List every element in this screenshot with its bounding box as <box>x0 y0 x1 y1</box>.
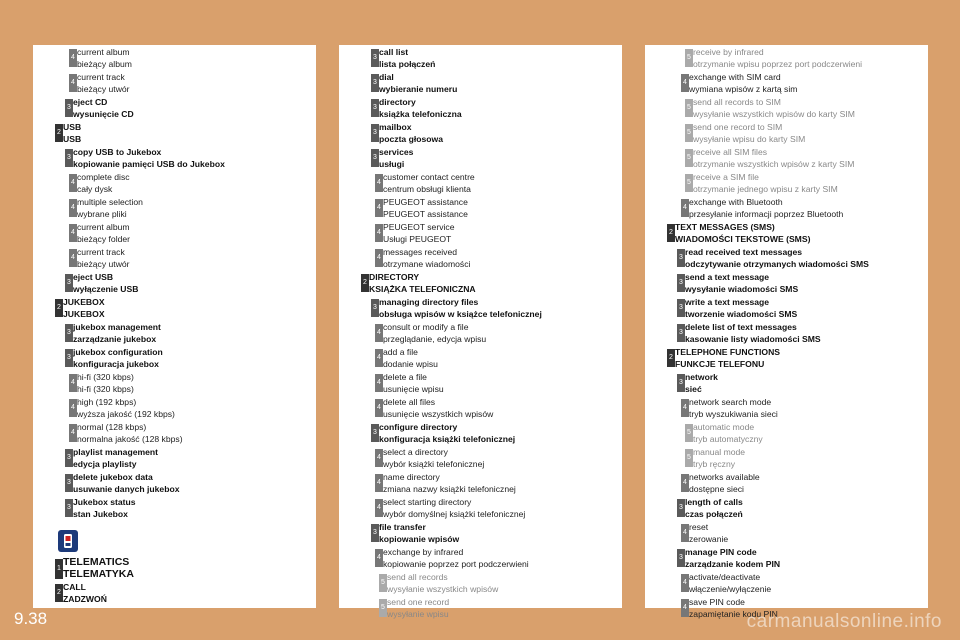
menu-item-level-4 <box>33 421 316 445</box>
menu-item-label-pl: kopiowanie poprzez port podczerwieni <box>383 559 529 569</box>
menu-item-label-pl: poczta głosowa <box>379 134 443 144</box>
menu-item-label-pl: wysyłanie wpisu <box>387 609 449 619</box>
menu-item-level-5 <box>339 596 622 620</box>
level-badge: 4 <box>681 574 689 592</box>
level-badge: 3 <box>371 524 379 542</box>
menu-item-level-2 <box>339 271 622 295</box>
menu-item-label-pl: wybór książki telefonicznej <box>383 459 485 469</box>
menu-item-level-4 <box>339 471 622 495</box>
level-badge: 4 <box>69 249 77 267</box>
menu-item-label-en: send all records <box>387 572 448 582</box>
menu-item-level-4 <box>33 221 316 245</box>
menu-item-label-pl: wymiana wpisów z kartą sim <box>689 84 798 94</box>
menu-item-label-en: PEUGEOT service <box>383 222 455 232</box>
menu-item-label-en: Jukebox status <box>73 497 136 507</box>
menu-item-level-3 <box>645 371 928 395</box>
menu-item-level-5 <box>645 96 928 120</box>
menu-item-label-pl: ZADZWOŃ <box>63 594 107 604</box>
menu-item-level-3 <box>645 321 928 345</box>
menu-item-label-pl: zerowanie <box>689 534 729 544</box>
level-badge: 3 <box>371 49 379 67</box>
menu-item-label-en: TEXT MESSAGES (SMS) <box>675 222 775 232</box>
level-badge: 5 <box>685 99 693 117</box>
menu-item-label-pl: bieżący album <box>77 59 132 69</box>
menu-item-label-en: network search mode <box>689 397 772 407</box>
menu-item-level-3 <box>33 321 316 345</box>
level-badge: 4 <box>375 324 383 342</box>
menu-item-label-pl: tryb automatyczny <box>693 434 763 444</box>
menu-item-label-pl: bieżący folder <box>77 234 131 244</box>
level-badge: 1 <box>55 559 63 579</box>
menu-item-label-pl: otrzymane wiadomości <box>383 259 471 269</box>
menu-item-label-en: network <box>685 372 718 382</box>
menu-item-label-en: automatic mode <box>693 422 755 432</box>
level-badge: 2 <box>55 299 63 317</box>
menu-item-label-en: manage PIN code <box>685 547 757 557</box>
menu-item-label-pl: bieżący utwór <box>77 84 130 94</box>
menu-item-level-2 <box>33 296 316 320</box>
level-badge: 3 <box>371 299 379 317</box>
menu-item-label-en: complete disc <box>77 172 130 182</box>
menu-item-level-3 <box>33 471 316 495</box>
menu-item-level-1 <box>33 556 316 580</box>
menu-item-label-en: multiple selection <box>77 197 143 207</box>
menu-item-level-3 <box>33 496 316 520</box>
menu-item-label-en: receive all SIM files <box>693 147 768 157</box>
menu-item-level-2 <box>645 221 928 245</box>
menu-item-level-3 <box>339 96 622 120</box>
menu-item-label-pl: włączenie/wyłączenie <box>689 584 772 594</box>
level-badge: 4 <box>681 474 689 492</box>
menu-item-level-4 <box>33 171 316 195</box>
level-badge: 4 <box>375 374 383 392</box>
menu-item-level-3 <box>33 346 316 370</box>
menu-item-label-en: playlist management <box>73 447 159 457</box>
menu-item-level-4 <box>339 371 622 395</box>
menu-item-level-4 <box>645 521 928 545</box>
menu-column-1 <box>33 45 316 608</box>
menu-item-label-en: customer contact centre <box>383 172 475 182</box>
menu-item-level-2 <box>33 581 316 605</box>
menu-item-label-pl: FUNKCJE TELEFONU <box>675 359 765 369</box>
level-badge: 3 <box>677 249 685 267</box>
menu-item-label-en: mailbox <box>379 122 412 132</box>
menu-item-label-pl: wybór domyślnej książki telefonicznej <box>383 509 526 519</box>
menu-item-level-5 <box>645 121 928 145</box>
menu-item-level-3 <box>645 271 928 295</box>
menu-item-label-en: services <box>379 147 414 157</box>
level-badge: 3 <box>65 99 73 117</box>
menu-item-level-4 <box>339 546 622 570</box>
menu-item-label-en: send a text message <box>685 272 770 282</box>
menu-item-label-en: delete a file <box>383 372 427 382</box>
menu-item-label-pl: przeglądanie, edycja wpisu <box>383 334 487 344</box>
menu-column-3 <box>645 45 928 619</box>
menu-item-level-3 <box>33 96 316 120</box>
menu-item-label-pl: wysyłanie wiadomości SMS <box>685 284 799 294</box>
menu-item-label-en: exchange with SIM card <box>689 72 781 82</box>
menu-item-label-en: hi-fi (320 kbps) <box>77 372 134 382</box>
level-badge: 3 <box>677 374 685 392</box>
level-badge: 4 <box>681 74 689 92</box>
level-badge: 5 <box>685 424 693 442</box>
menu-item-label-en: call list <box>379 47 409 57</box>
menu-item-label-en: send one record <box>387 597 450 607</box>
menu-item-label-pl: KSIĄŻKA TELEFONICZNA <box>369 284 476 294</box>
menu-item-label-pl: wybrane pliki <box>77 209 127 219</box>
level-badge: 3 <box>371 424 379 442</box>
menu-item-label-pl: tryb wyszukiwania sieci <box>689 409 778 419</box>
page-number: 9.38 <box>14 609 48 628</box>
telematics-phone-icon <box>58 530 78 552</box>
level-badge: 4 <box>375 474 383 492</box>
level-badge: 5 <box>685 124 693 142</box>
menu-item-label-en: PEUGEOT assistance <box>383 197 468 207</box>
level-badge: 4 <box>69 74 77 92</box>
menu-item-label-en: write a text message <box>685 297 770 307</box>
menu-item-level-3 <box>33 146 316 170</box>
menu-item-label-en: eject USB <box>73 272 114 282</box>
level-badge: 3 <box>65 499 73 517</box>
menu-item-label-en: USB <box>63 122 82 132</box>
level-badge: 4 <box>69 399 77 417</box>
menu-item-label-en: normal (128 kbps) <box>77 422 147 432</box>
level-badge: 4 <box>375 174 383 192</box>
menu-item-label-en: reset <box>689 522 709 532</box>
menu-item-label-en: exchange by infrared <box>383 547 464 557</box>
level-badge: 2 <box>361 274 369 292</box>
level-badge: 4 <box>375 549 383 567</box>
menu-item-label-en: delete jukebox data <box>73 472 153 482</box>
menu-item-label-en: TELEPHONE FUNCTIONS <box>675 347 781 357</box>
menu-item-label-pl: Usługi PEUGEOT <box>383 234 452 244</box>
menu-item-level-4 <box>339 396 622 420</box>
menu-item-label-pl: hi-fi (320 kbps) <box>77 384 134 394</box>
menu-item-label-en: send one record to SIM <box>693 122 783 132</box>
menu-item-label-en: read received text messages <box>685 247 803 257</box>
menu-item-label-pl: wysyłanie wszystkich wpisów <box>387 584 499 594</box>
menu-item-level-3 <box>339 521 622 545</box>
menu-item-level-4 <box>645 196 928 220</box>
menu-item-label-en: jukebox management <box>73 322 161 332</box>
level-badge: 3 <box>371 74 379 92</box>
level-badge: 3 <box>677 549 685 567</box>
level-badge: 4 <box>375 224 383 242</box>
menu-item-level-3 <box>645 546 928 570</box>
menu-item-label-pl: konfiguracja jukebox <box>73 359 159 369</box>
menu-item-level-3 <box>339 71 622 95</box>
level-badge: 2 <box>55 124 63 142</box>
menu-item-label-en: activate/deactivate <box>689 572 761 582</box>
level-badge: 3 <box>65 474 73 492</box>
menu-item-level-3 <box>33 446 316 470</box>
level-badge: 3 <box>65 149 73 167</box>
menu-item-level-4 <box>645 396 928 420</box>
menu-item-level-4 <box>339 196 622 220</box>
level-badge: 4 <box>681 524 689 542</box>
menu-item-label-pl: czas połączeń <box>685 509 743 519</box>
menu-item-label-en: length of calls <box>685 497 743 507</box>
menu-item-label-pl: otrzymanie wszystkich wpisów z karty SIM <box>693 159 855 169</box>
menu-item-label-pl: centrum obsługi klienta <box>383 184 471 194</box>
level-badge: 4 <box>69 174 77 192</box>
menu-item-label-pl: stan Jukebox <box>73 509 128 519</box>
menu-item-label-pl: usunięcie wszystkich wpisów <box>383 409 494 419</box>
menu-item-label-pl: otrzymanie jednego wpisu z karty SIM <box>693 184 838 194</box>
menu-item-label-pl: wyższa jakość (192 kbps) <box>77 409 175 419</box>
menu-item-level-4 <box>339 321 622 345</box>
menu-item-level-5 <box>645 46 928 70</box>
menu-item-label-en: CALL <box>63 582 86 592</box>
level-badge: 4 <box>69 374 77 392</box>
menu-item-label-pl: dostępne sieci <box>689 484 744 494</box>
level-badge: 4 <box>69 199 77 217</box>
level-badge: 4 <box>375 249 383 267</box>
menu-item-label-en: name directory <box>383 472 440 482</box>
menu-item-label-en: JUKEBOX <box>63 297 105 307</box>
level-badge: 4 <box>69 49 77 67</box>
menu-item-label-pl: normalna jakość (128 kbps) <box>77 434 183 444</box>
menu-item-label-pl: PEUGEOT assistance <box>383 209 468 219</box>
level-badge: 2 <box>667 224 675 242</box>
menu-item-label-pl: wybieranie numeru <box>379 84 458 94</box>
level-badge: 3 <box>677 499 685 517</box>
menu-item-label-pl: wysunięcie CD <box>73 109 134 119</box>
level-badge: 4 <box>681 599 689 617</box>
level-badge: 3 <box>65 324 73 342</box>
menu-item-level-4 <box>645 571 928 595</box>
menu-item-label-en: select starting directory <box>383 497 472 507</box>
menu-item-label-en: managing directory files <box>379 297 479 307</box>
menu-item-label-pl: cały dysk <box>77 184 113 194</box>
menu-item-label-en: jukebox configuration <box>73 347 163 357</box>
level-badge: 4 <box>69 224 77 242</box>
level-badge: 4 <box>375 399 383 417</box>
menu-item-label-en: eject CD <box>73 97 108 107</box>
menu-item-level-4 <box>33 71 316 95</box>
menu-item-label-en: current track <box>77 72 125 82</box>
level-badge: 3 <box>371 99 379 117</box>
menu-item-label-pl: lista połączeń <box>379 59 436 69</box>
menu-item-label-en: add a file <box>383 347 418 357</box>
menu-item-label-en: exchange with Bluetooth <box>689 197 783 207</box>
menu-item-label-en: directory <box>379 97 416 107</box>
menu-item-level-3 <box>339 46 622 70</box>
menu-item-level-4 <box>645 471 928 495</box>
menu-item-label-pl: zmiana nazwy książki telefonicznej <box>383 484 516 494</box>
menu-item-label-pl: zarządzanie kodem PIN <box>685 559 781 569</box>
menu-item-label-pl: usługi <box>379 159 405 169</box>
menu-item-label-pl: WIADOMOŚCI TEKSTOWE (SMS) <box>675 234 811 244</box>
menu-item-level-4 <box>339 496 622 520</box>
level-badge: 3 <box>65 449 73 467</box>
menu-item-level-2 <box>33 121 316 145</box>
level-badge: 3 <box>677 274 685 292</box>
level-badge: 3 <box>677 299 685 317</box>
menu-item-label-en: TELEMATICS <box>63 556 130 568</box>
menu-item-level-5 <box>645 171 928 195</box>
menu-item-level-2 <box>645 346 928 370</box>
menu-item-label-en: send all records to SIM <box>693 97 781 107</box>
menu-item-level-4 <box>339 346 622 370</box>
level-badge: 3 <box>65 274 73 292</box>
menu-item-label-pl: wysyłanie wszystkich wpisów do karty SIM <box>693 109 855 119</box>
menu-item-label-en: receive a SIM file <box>693 172 759 182</box>
menu-item-label-pl: edycja playlisty <box>73 459 137 469</box>
watermark: carmanualsonline.info <box>746 611 942 632</box>
menu-item-label-pl: książka telefoniczna <box>379 109 462 119</box>
menu-item-label-pl: obsługa wpisów w książce telefonicznej <box>379 309 542 319</box>
level-badge: 2 <box>667 349 675 367</box>
menu-item-label-pl: kasowanie listy wiadomości SMS <box>685 334 821 344</box>
menu-item-label-en: networks available <box>689 472 760 482</box>
menu-item-level-3 <box>645 496 928 520</box>
menu-item-label-pl: zarządzanie jukebox <box>73 334 157 344</box>
level-badge: 3 <box>371 149 379 167</box>
menu-item-label-pl: dodanie wpisu <box>383 359 438 369</box>
menu-item-label-pl: konfiguracja książki telefonicznej <box>379 434 516 444</box>
menu-item-label-pl: zapamiętanie kodu PIN <box>689 609 778 619</box>
menu-item-level-4 <box>33 396 316 420</box>
menu-item-label-pl: TELEMATYKA <box>63 568 134 580</box>
menu-item-label-pl: sieć <box>685 384 702 394</box>
menu-item-label-pl: tryb ręczny <box>693 459 736 469</box>
menu-item-label-pl: usunięcie wpisu <box>383 384 444 394</box>
menu-item-label-pl: przesyłanie informacji poprzez Bluetooth <box>689 209 844 219</box>
level-badge: 4 <box>375 499 383 517</box>
menu-item-level-3 <box>339 146 622 170</box>
menu-item-label-pl: wyłączenie USB <box>73 284 139 294</box>
menu-item-level-4 <box>33 46 316 70</box>
menu-item-level-5 <box>339 571 622 595</box>
menu-item-level-3 <box>645 246 928 270</box>
menu-item-level-4 <box>645 71 928 95</box>
menu-item-level-5 <box>645 146 928 170</box>
level-badge: 3 <box>371 124 379 142</box>
menu-item-level-4 <box>339 221 622 245</box>
level-badge: 5 <box>685 149 693 167</box>
level-badge: 4 <box>681 399 689 417</box>
level-badge: 3 <box>677 324 685 342</box>
menu-item-label-en: copy USB to Jukebox <box>73 147 162 157</box>
menu-item-level-4 <box>339 446 622 470</box>
menu-item-label-en: manual mode <box>693 447 746 457</box>
menu-item-label-en: high (192 kbps) <box>77 397 137 407</box>
menu-item-label-en: receive by infrared <box>693 47 764 57</box>
menu-item-label-pl: otrzymanie wpisu poprzez port podczerwieni <box>693 59 863 69</box>
menu-item-level-4 <box>33 246 316 270</box>
level-badge: 3 <box>65 349 73 367</box>
menu-item-label-en: current album <box>77 222 130 232</box>
menu-item-label-pl: odczytywanie otrzymanych wiadomości SMS <box>685 259 869 269</box>
level-badge: 5 <box>685 49 693 67</box>
menu-item-level-3 <box>645 296 928 320</box>
menu-item-label-pl: kopiowanie pamięci USB do Jukebox <box>73 159 225 169</box>
level-badge: 5 <box>685 449 693 467</box>
menu-item-level-4 <box>33 371 316 395</box>
menu-item-label-en: dial <box>379 72 394 82</box>
menu-item-label-en: current track <box>77 247 125 257</box>
menu-item-level-4 <box>33 196 316 220</box>
menu-item-label-en: save PIN code <box>689 597 745 607</box>
level-badge: 5 <box>685 174 693 192</box>
menu-item-label-en: delete list of text messages <box>685 322 797 332</box>
menu-item-label-pl: USB <box>63 134 82 144</box>
menu-item-level-3 <box>339 121 622 145</box>
level-badge: 4 <box>69 424 77 442</box>
menu-item-level-3 <box>339 296 622 320</box>
level-badge: 2 <box>55 584 63 602</box>
menu-item-label-en: consult or modify a file <box>383 322 469 332</box>
menu-item-label-pl: bieżący utwór <box>77 259 130 269</box>
menu-item-level-3 <box>339 421 622 445</box>
menu-item-label-en: select a directory <box>383 447 448 457</box>
menu-item-label-en: current album <box>77 47 130 57</box>
menu-item-label-pl: JUKEBOX <box>63 309 105 319</box>
level-badge: 4 <box>681 199 689 217</box>
menu-item-label-en: configure directory <box>379 422 458 432</box>
menu-item-level-3 <box>33 271 316 295</box>
menu-item-level-5 <box>645 421 928 445</box>
menu-item-label-pl: wysyłanie wpisu do karty SIM <box>693 134 806 144</box>
level-badge: 4 <box>375 349 383 367</box>
menu-item-level-4 <box>339 171 622 195</box>
menu-item-label-en: messages received <box>383 247 458 257</box>
level-badge: 4 <box>375 449 383 467</box>
level-badge: 4 <box>375 199 383 217</box>
menu-item-label-en: DIRECTORY <box>369 272 420 282</box>
menu-item-level-4 <box>339 246 622 270</box>
menu-item-label-pl: kopiowanie wpisów <box>379 534 460 544</box>
menu-column-2 <box>339 45 622 619</box>
level-badge: 5 <box>379 599 387 617</box>
menu-item-label-en: delete all files <box>383 397 436 407</box>
level-badge: 5 <box>379 574 387 592</box>
menu-item-label-pl: tworzenie wiadomości SMS <box>685 309 798 319</box>
menu-item-label-en: file transfer <box>379 522 426 532</box>
menu-item-label-pl: usuwanie danych jukebox <box>73 484 180 494</box>
menu-item-level-5 <box>645 446 928 470</box>
